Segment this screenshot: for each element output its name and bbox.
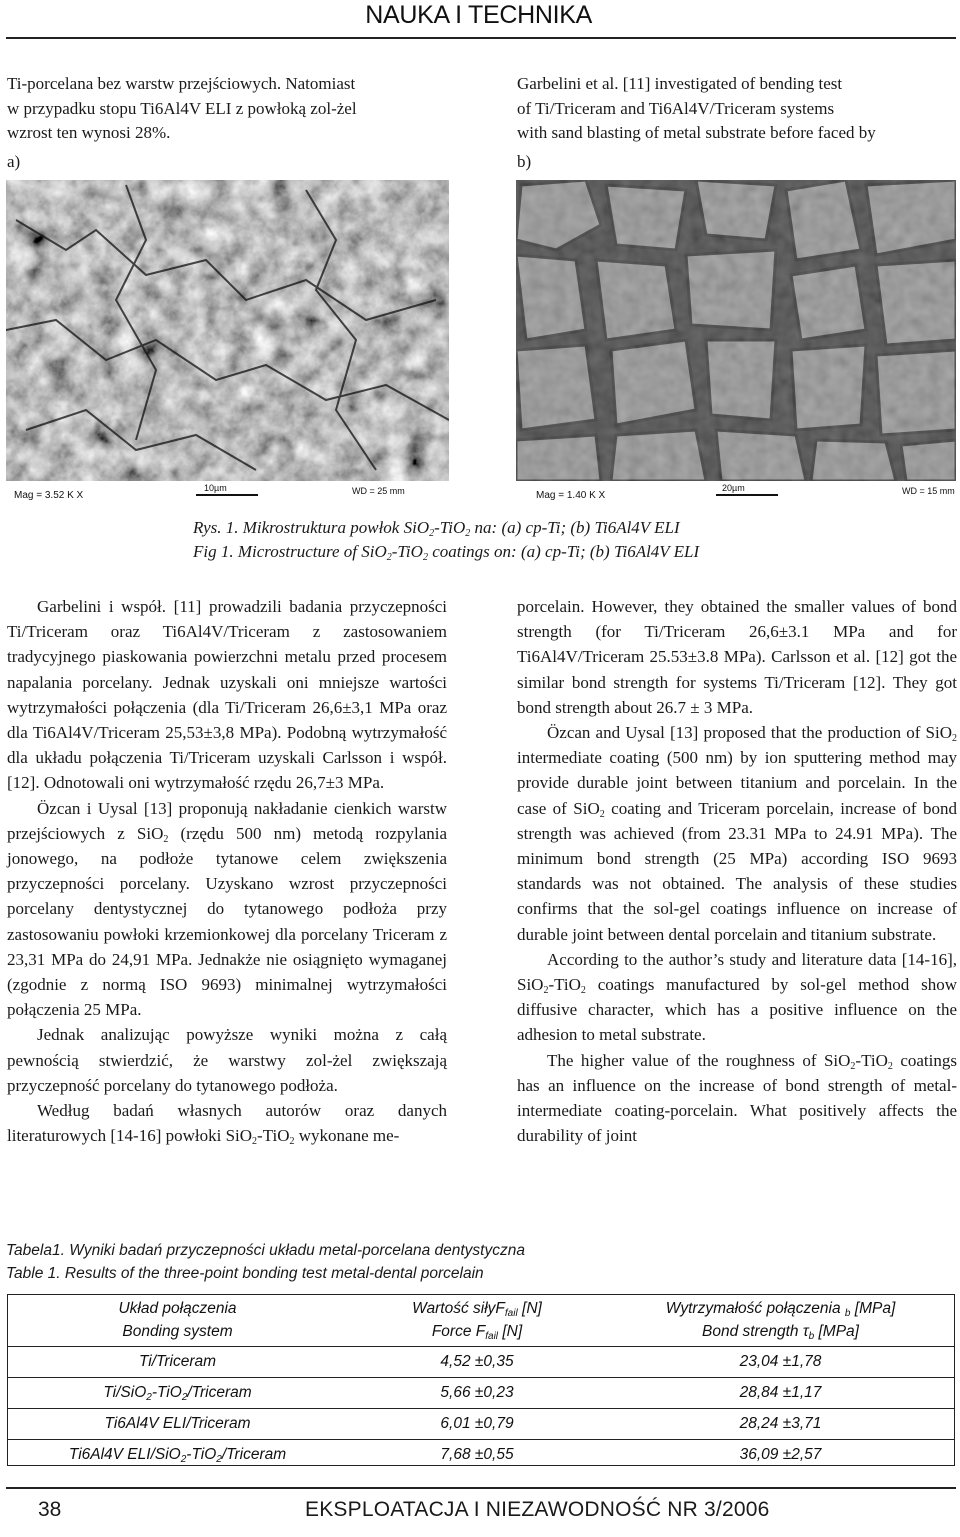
top-right-line: Garbelini et al. [11] investigated of bending test [517,74,843,93]
results-table [7,1294,955,1470]
text-run: Ti/Triceram [138,1353,217,1370]
footer-rule [6,1487,956,1489]
cell-force: 6,01 ±0,79 [348,1409,606,1440]
subscript: 2 [543,985,549,997]
right-column [517,594,957,1148]
subscript: 2 [386,552,392,563]
right-paragraph-3 [517,947,957,1048]
text-run: (rzędu 500 nm) metodą rozpylania jonowego, na podłoże tytanowe celem zwiększenia przyczepności porcelany. Uzyskano wzrost przyczepności porcelany dentystycznej do tytanowego podłoża przy zastosowaniu powłoki krzemionkowej dla porcelany Triceram z 23,31 MPa do 24,91 MPa. Jednakże nie osiągnięto wymaganej (zgodnie z normą ISO 9693) minimalnej wytrzymałości połączenia 25 MPa. [7,823,448,1020]
subscript: 2 [952,733,957,745]
top-left-line: w przypadku stopu Ti6Al4V ELI z powłoką zol-żel [7,98,357,118]
right-paragraph-2 [517,720,957,947]
cell-strength: 28,24 ±3,71 [606,1409,955,1440]
text-run: [N] [498,1323,523,1340]
scale-label-b: 20µm [722,483,745,493]
text-run: -TiO [548,975,581,995]
table-row [7,1378,955,1409]
text-run: [MPa] [850,1300,896,1317]
text-run: Według badań własnych autorów oraz danych literaturowych [14-16] powłoki SiO [7,1101,447,1146]
text-run: coatings manufactured by sol-gel method show diffusive character, which has a positive influence on the adhesion to metal substrate. [517,975,957,1045]
scale-bar-a [196,494,258,496]
text-run: [MPa] [814,1323,859,1340]
cell-system [7,1440,348,1471]
figure-caption-pl [193,516,680,540]
sem-image-panel-b [516,180,956,509]
sem-info-strip-b [516,481,956,509]
sem-micrograph-a [6,180,449,481]
text-run: Ti6Al4V ELI/Triceram [104,1415,251,1432]
text-run: coatings has an influence on the increase of bond strength of metal-intermediate coating-porcelain. What positively affects the durability of joint [517,1050,957,1146]
header-line-en [606,1320,955,1343]
subscript: 2 [163,833,169,845]
table-row [7,1409,955,1440]
subscript: 2 [422,552,428,563]
table-caption-pl: Tabela1. Wyniki badań przyczepności układu metal-porcelana dentystyczna [6,1242,525,1259]
right-paragraph-1: porcelain. However, they obtained the smaller values of bond strength (for Ti/Triceram 26,6±3.1 MPa and for Ti6Al4V/Triceram 25.53±3.8 MPa). Carlsson et al. [12] got the similar bond strength for systems Ti/Triceram [12]. They got bond strength about 26.7 ± 3 MPa. [517,597,957,717]
panel-a-label: a) [7,152,21,171]
text-run: The higher value of the roughness of SiO [547,1050,851,1070]
figure-caption-en [193,540,699,564]
text-run: -TiO [855,1050,888,1070]
subscript: 2 [850,1060,856,1072]
subscript: 2 [429,528,435,539]
panel-b-label: b) [517,152,532,171]
header-line-pl [606,1297,955,1320]
table-header-row [7,1294,955,1347]
top-right-line: with sand blasting of metal substrate before faced by [517,123,876,142]
subscript: fail [485,1331,499,1342]
subscript: 2 [289,1136,295,1148]
sem-info-strip-a [6,481,449,509]
scale-bar-b [716,494,778,496]
header-force [348,1294,606,1347]
text-run: intermediate coating (500 nm) by ion sputtering method may provide durable joint between titanium and porcelain. In the case of SiO [517,748,957,818]
journal-name: EKSPLOATACJA I NIEZAWODNOŚĆ NR 3/2006 [305,1498,770,1521]
subscript: b [808,1331,815,1342]
left-paragraph-2 [7,796,447,1023]
cell-strength: 36,09 ±2,57 [606,1440,955,1471]
text-run: coating and Triceram porcelain, increase of bond strength was achieved (from 23.31 MPa to 24.91 MPa). The minimum bond strength (25 MPa) according ISO 9693 standards was not obtained. The analysis of these studies confirms that the sol-gel coatings influence on increase of durable joint between dental porcelain and titanium substrate. [517,798,957,944]
table-row [7,1440,955,1471]
caption-pl-part: na: (a) cp-Ti; (b) Ti6Al4V ELI [470,518,680,537]
subscript: 2 [216,1454,222,1465]
text-run: Wytrzymałość połączenia [665,1300,845,1317]
magnification-b: Mag = 1.40 K X [536,490,606,501]
subscript: 2 [465,528,471,539]
left-paragraph-1: Garbelini i współ. [11] prowadzili badania przyczepności Ti/Triceram oraz Ti6Al4V/Triceram z zastosowaniem tradycyjnego piaskowania powierzchni metalu przed procesem napalania porcelany. Jednak uzyskali oni mniejsze wartości wytrzymałości połączenia (dla Ti/Triceram 26,6±3,1 MPa oraz dla Ti6Al4V/Triceram 25,53±3,8 MPa). Podobną wytrzymałość dla układu połączenia Ti/Triceram uzyskali Carlsson i współ. [12]. Odnotowali oni wytrzymałość rzędu 26,7±3 MPa. [7,597,447,793]
header-bonding-system [7,1294,348,1347]
caption-en-part: -TiO [391,542,423,561]
header-bond-strength [606,1294,955,1347]
text-run: -TiO [186,1446,217,1463]
cell-system [7,1378,348,1409]
text-run: Özcan i Uysal [13] proponują nakładanie cienkich warstw przejściowych z SiO [7,798,447,843]
text-run: Özcan and Uysal [13] proposed that the production of SiO [547,723,952,743]
subscript: 2 [252,1136,258,1148]
top-right-text [517,72,957,146]
text-run: According to the author’s study and literature data [14-16], SiO [517,949,957,995]
left-paragraph-4 [7,1098,447,1148]
text-run: wykonane me- [294,1126,400,1146]
table-row [7,1347,955,1378]
top-left-line: wzrost ten wynosi 28%. [7,123,171,142]
subscript: 2 [180,1454,187,1465]
top-right-line: of Ti/Triceram and Ti6Al4V/Triceram systems [517,98,835,118]
top-left-line: Ti-porcelana bez warstw przejściowych. Natomiast [7,74,356,93]
working-distance-a: WD = 25 mm [352,486,405,496]
top-left-text [7,72,447,146]
text-run: Ti/SiO [103,1384,147,1401]
subscript: 2 [146,1392,152,1403]
subscript: 2 [887,1060,893,1072]
header-line-en: Bonding system [122,1323,233,1340]
text-run: /Triceram [221,1446,287,1463]
sem-micrograph-b [516,180,956,481]
page-number: 38 [38,1498,62,1521]
caption-pl-part: Rys. 1. Mikrostruktura powłok SiO [193,518,430,537]
subscript: 2 [580,985,586,997]
subscript: 2 [599,808,605,820]
header-line-en [348,1320,606,1343]
text-run: /Triceram [187,1384,252,1401]
caption-pl-part: -TiO [434,518,466,537]
scale-label-a: 10µm [204,483,227,493]
caption-en-part: Fig 1. Microstructure of SiO [193,542,387,561]
cell-force: 5,66 ±0,23 [348,1378,606,1409]
cell-system [7,1347,348,1378]
header-line-pl: Układ połączenia [118,1300,237,1317]
text-run: Ti6Al4V ELI/SiO [68,1446,181,1463]
cell-system [7,1409,348,1440]
magnification-a: Mag = 3.52 K X [14,490,84,501]
sem-image-panel-a [6,180,449,509]
text-run: -TiO [257,1126,290,1146]
text-run: [N] [517,1300,542,1317]
cell-strength: 23,04 ±1,78 [606,1347,955,1378]
subscript: b [844,1308,851,1319]
subscript: fail [504,1308,518,1319]
left-column [7,594,447,1148]
text-run: Bond strength τ [702,1323,809,1340]
working-distance-b: WD = 15 mm [902,486,955,496]
cell-force: 7,68 ±0,55 [348,1440,606,1471]
subscript: 2 [181,1392,188,1403]
section-title: NAUKA I TECHNIKA [365,1,592,29]
caption-en-part: coatings on: (a) cp-Ti; (b) Ti6Al4V ELI [427,542,700,561]
text-run: -TiO [151,1384,182,1401]
table-caption-en: Table 1. Results of the three-point bonding test metal-dental porcelain [6,1265,484,1282]
header-line-pl [348,1297,606,1320]
cell-force: 4,52 ±0,35 [348,1347,606,1378]
text-run: Force F [431,1323,486,1340]
cell-strength: 28,84 ±1,17 [606,1378,955,1409]
right-paragraph-4 [517,1048,957,1149]
header-rule [6,37,956,39]
text-run: Wartość siłyF [412,1300,505,1317]
left-paragraph-3: Jednak analizując powyższe wyniki można z całą pewnością stwierdzić, że warstwy zol-żel zwiększają przyczepność porcelany do tytanowego podłoża. [7,1025,447,1095]
